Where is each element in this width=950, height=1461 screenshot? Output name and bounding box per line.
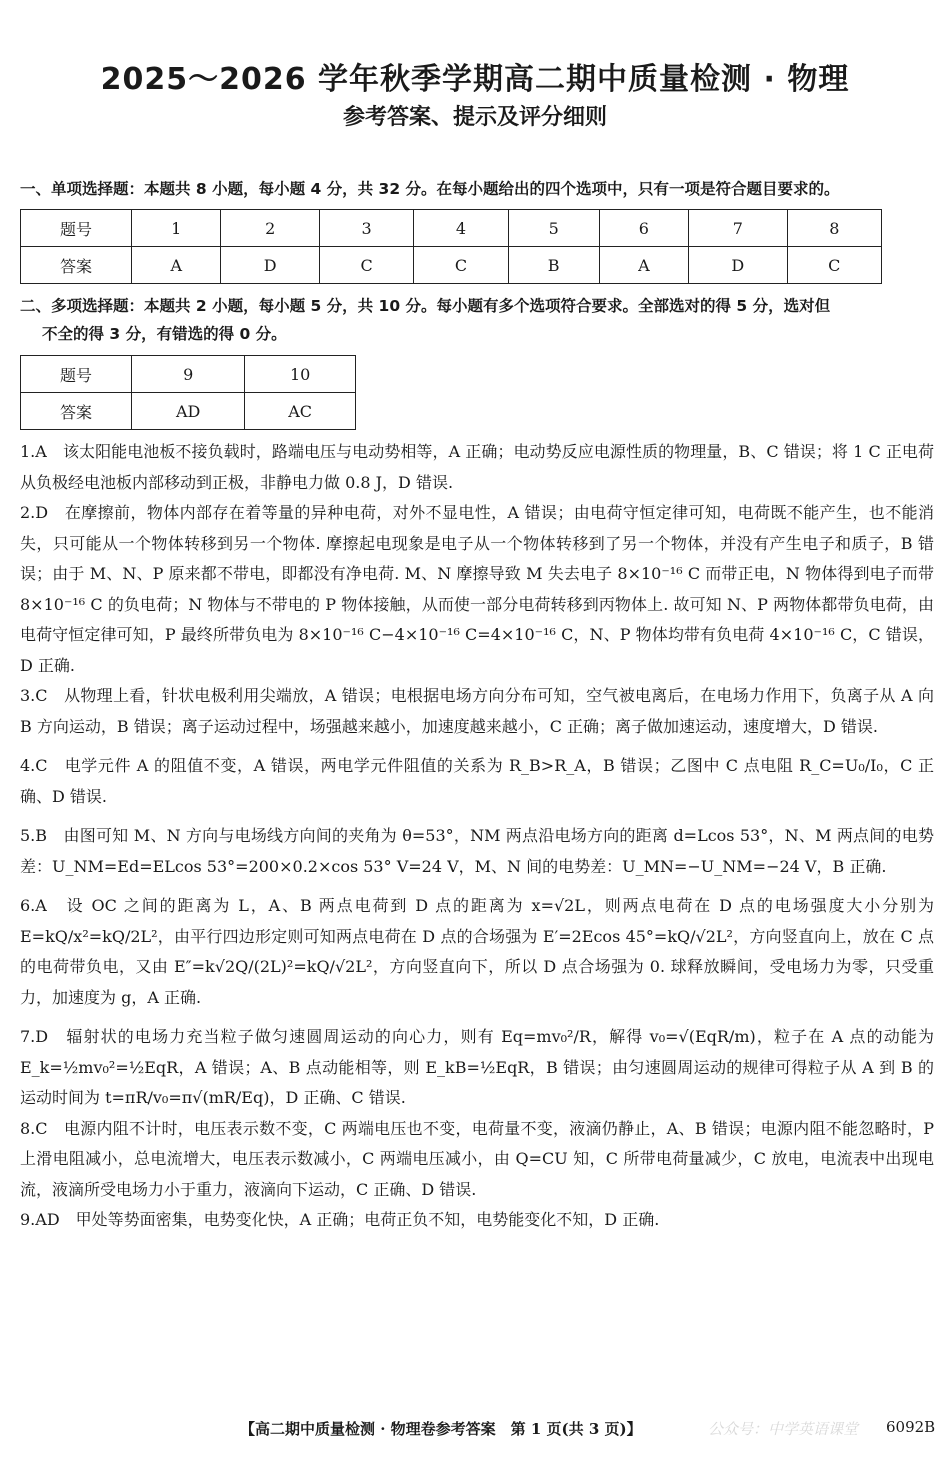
row-label-number: 题号	[21, 210, 132, 247]
table-row	[21, 356, 356, 393]
section2-heading-line1: 二、多项选择题：本题共 2 小题，每小题 5 分，共 10 分。每小题有多个选项符合要求。全部选对的得 5 分，选对但	[20, 297, 831, 315]
table-row	[21, 247, 882, 284]
section2-heading-line2: 不全的得 3 分，有错选的得 0 分。	[42, 325, 287, 343]
page-subtitle: 参考答案、提示及评分细则	[342, 105, 607, 130]
answer-cell: A	[132, 247, 221, 284]
question-number: 1	[132, 210, 221, 247]
answer-cell: A	[599, 247, 688, 284]
question-number: 5	[508, 210, 599, 247]
answer-cell: AD	[132, 393, 245, 430]
answer-cell: C	[414, 247, 508, 284]
explanation-9: 9.AD 甲处等势面密集，电势变化快，A 正确；电荷正负不知，电势能变化不知，D 正确.	[20, 1210, 660, 1229]
explanation-6: 6.A 设 OC 之间的距离为 L，A、B 两点电荷到 D 点的距离为 x=√2L，则两点电荷在 D 点的电场强度大小分别为 E=kQ/x²=kQ/2L²，由平行四边形定则可知两点电荷在 D 点的合场强为 E′=2Ecos 45°=kQ/√2L²，方向竖直向上，放在 C 点的电荷带负电，又由 E″=k√2Q/(2L)²=kQ/√2L²，方向竖直向下，所以 D 点合场强为 0. 球释放瞬间，受电场力为零，只受重力，加速度为 g，A 正确.	[20, 896, 934, 1007]
footer-center: 【高二期中质量检测 · 物理卷参考答案 第 1 页(共 3 页)】	[240, 1420, 642, 1438]
question-number: 10	[245, 356, 356, 393]
answer-cell: AC	[245, 393, 356, 430]
question-number: 4	[414, 210, 508, 247]
answer-table-single	[20, 209, 882, 284]
question-number: 3	[319, 210, 413, 247]
explanations	[20, 437, 934, 1236]
footer-code: 6092B	[886, 1418, 936, 1436]
answer-cell: C	[787, 247, 881, 284]
row-label-answer: 答案	[21, 393, 132, 430]
explanation-8: 8.C 电源内阻不计时，电压表示数不变，C 两端电压也不变，电荷量不变，液滴仍静止，A、B 错误；电源内阻不能忽略时，P 上滑电阻减小，总电流增大，电压表示数减小，C 两端电压减小，由 Q=CU 知，C 所带电荷量减少，C 放电，电流表中出现电流，液滴所受电场力小于重力，液滴向下运动，C 正确、D 错误.	[20, 1118, 934, 1199]
question-number: 9	[132, 356, 245, 393]
question-number: 6	[599, 210, 688, 247]
explanation-2: 2.D 在摩擦前，物体内部存在着等量的异种电荷，对外不显电性，A 错误；由电荷守恒定律可知，电荷既不能产生，也不能消失，只可能从一个物体转移到另一个物体. 摩擦起电现象是电子从一个物体转移到了另一个物体，并没有产生电子和质子，B 错误；由于 M、N、P 原来都不带电，即都没有净电荷. M、N 摩擦导致 M 失去电子 8×10⁻¹⁶ C 而带正电，N 物体得到电子而带 8×10⁻¹⁶ C 的负电荷；N 物体与不带电的 P 物体接触，从而使一部分电荷转移到丙物体上. 故可知 N、P 两物体都带负电荷，由电荷守恒定律可知，P 最终所带负电为 8×10⁻¹⁶ C−4×10⁻¹⁶ C=4×10⁻¹⁶ C，N、P 物体均带有负电荷 4×10⁻¹⁶ C，C 错误，D 正确.	[20, 503, 934, 675]
answer-cell: D	[689, 247, 787, 284]
section1-heading: 一、单项选择题：本题共 8 小题，每小题 4 分，共 32 分。在每小题给出的四个选项中，只有一项是符合题目要求的。	[20, 180, 840, 198]
answer-cell: C	[319, 247, 413, 284]
section2-heading	[20, 292, 935, 348]
table-row	[21, 210, 882, 247]
explanation-3: 3.C 从物理上看，针状电极利用尖端放，A 错误；电根据电场方向分布可知，空气被电离后，在电场力作用下，负离子从 A 向 B 方向运动，B 错误；离子运动过程中，场强越来越小，加速度越来越小，C 正确；离子做加速运动，速度增大，D 错误.	[20, 686, 934, 736]
answer-cell: D	[221, 247, 319, 284]
answer-cell: B	[508, 247, 599, 284]
footer-watermark: 公众号：中学英语课堂	[708, 1420, 859, 1438]
table-row	[21, 393, 356, 430]
explanation-7: 7.D 辐射状的电场力充当粒子做匀速圆周运动的向心力，则有 Eq=mv₀²/R，解得 v₀=√(EqR/m)，粒子在 A 点的动能为 E_k=½mv₀²=½EqR，A 错误；A、B 点动能相等，则 E_kB=½EqR，B 错误；由匀速圆周运动的规律可得粒子从 A 到 B 的运动时间为 t=πR/v₀=π√(mR/Eq)，D 正确、C 错误.	[20, 1027, 934, 1107]
row-label-number: 题号	[21, 356, 132, 393]
page-title: 2025～2026 学年秋季学期高二期中质量检测 · 物理	[100, 62, 850, 97]
question-number: 2	[221, 210, 319, 247]
explanation-4: 4.C 电学元件 A 的阻值不变，A 错误，两电学元件阻值的关系为 R_B>R_A，B 错误；乙图中 C 点电阻 R_C=U₀/I₀，C 正确、D 错误.	[20, 756, 934, 806]
question-number: 8	[787, 210, 881, 247]
answer-table-multi	[20, 355, 356, 430]
question-number: 7	[689, 210, 787, 247]
row-label-answer: 答案	[21, 247, 132, 284]
explanation-5: 5.B 由图可知 M、N 方向与电场线方向间的夹角为 θ=53°，NM 两点沿电场方向的距离 d=Lcos 53°，N、M 两点间的电势差：U_NM=Ed=ELcos 53°=200×0.2×cos 53° V=24 V，M、N 间的电势差：U_MN=−U_NM=−24 V，B 正确.	[20, 826, 934, 876]
explanation-1: 1.A 该太阳能电池板不接负载时，路端电压与电动势相等，A 正确；电动势反应电源性质的物理量，B、C 错误；将 1 C 正电荷从负极经电池板内部移动到正极，非静电力做 0.8 J，D 错误.	[20, 442, 934, 492]
